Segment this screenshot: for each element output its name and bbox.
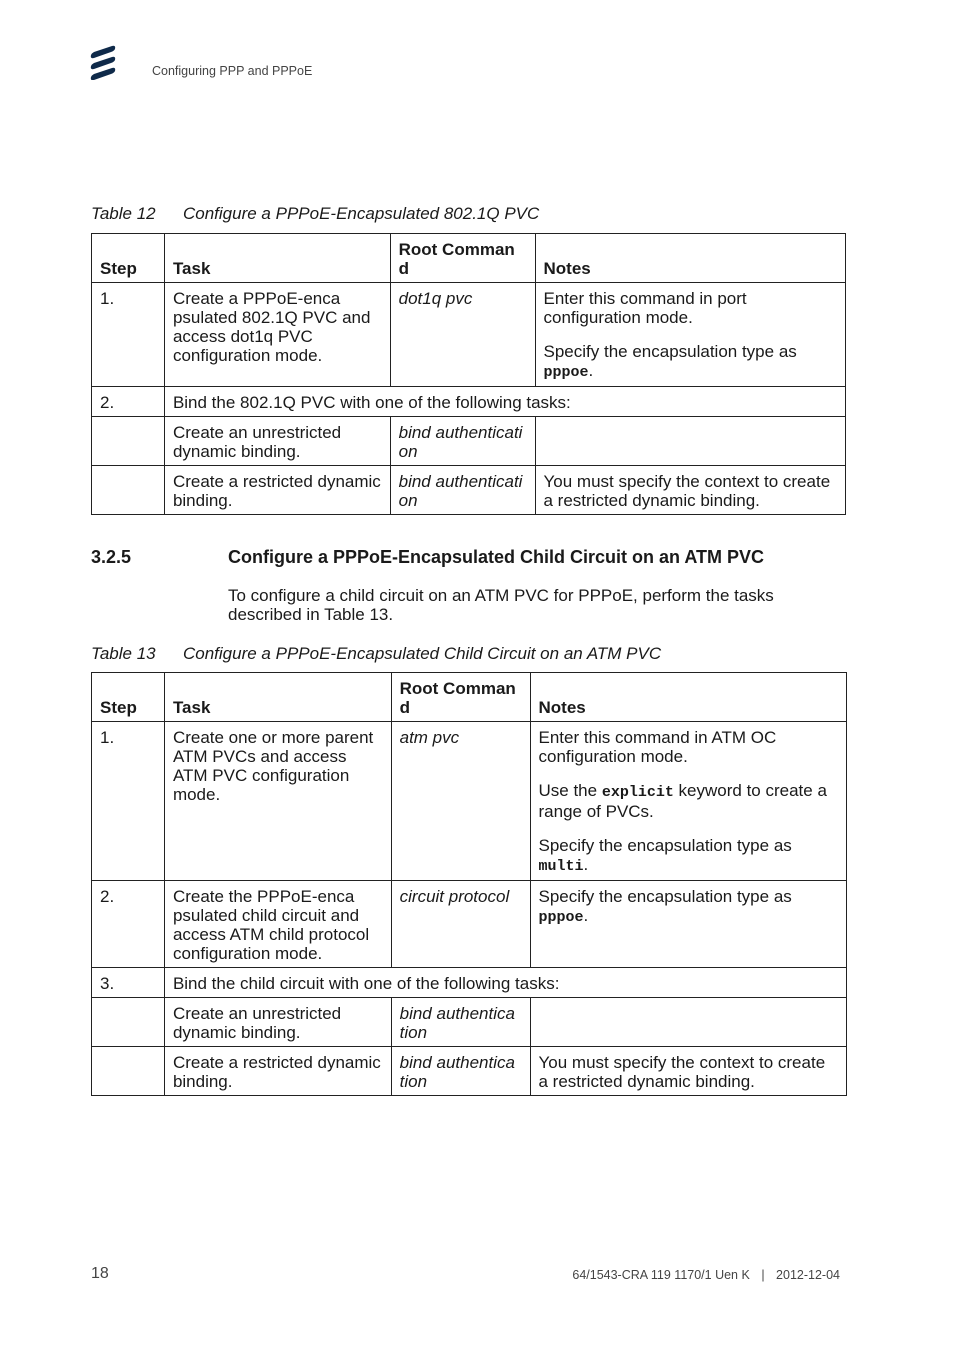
table-13 [91,672,847,1096]
table-12 [91,233,846,515]
cell-span-task: Bind the 802.1Q PVC with one of the following tasks: [164,387,845,417]
header-notes: Notes [530,673,847,722]
table-header-row [92,234,846,283]
section-intro: To configure a child circuit on an ATM PVC for PPPoE, perform the tasks described in Table 13. [228,586,774,624]
cell-command: bind authentica tion [391,1047,530,1096]
table-row [92,1047,847,1096]
page-number: 18 [91,1265,109,1282]
note-text: Specify the encapsulation type as pppoe. [543,342,797,381]
code-keyword: explicit [601,784,674,801]
cell-command: bind authenticati on [390,417,535,466]
cell-task: Create a PPPoE-enca psulated 802.1Q PVC and access dot1q PVC configuration mode. [164,283,390,387]
caption-title: Configure a PPPoE-Encapsulated Child Circuit on an ATM PVC [183,644,662,663]
cell-notes [530,881,847,968]
note-text: Enter this command in port configuration mode. [543,289,747,327]
code-keyword: multi [538,858,584,875]
table-12-caption [91,204,539,224]
table-row [92,968,847,998]
table-row [92,881,847,968]
header-task: Task [164,234,390,283]
cell-notes [535,283,846,387]
cell-command: circuit protocol [391,881,530,968]
table-row [92,283,846,387]
doc-id: 64/1543-CRA 119 1170/1 Uen K [572,1268,750,1282]
cell-step: 3. [92,968,165,998]
table-row [92,998,847,1047]
section-number: 3.2.5 [91,547,132,567]
table-row [92,417,846,466]
caption-title: Configure a PPPoE-Encapsulated 802.1Q PVC [183,204,540,223]
header-step: Step [92,673,165,722]
cell-notes [530,722,847,881]
cell-task: Create an unrestricted dynamic binding. [164,998,391,1047]
table-row [92,387,846,417]
running-header: Configuring PPP and PPPoE [152,64,313,78]
cell-notes: You must specify the context to create a restricted dynamic binding. [530,1047,847,1096]
cell-command: bind authentica tion [391,998,530,1047]
footer-separator: | [761,1268,765,1282]
note-text: Use the explicit keyword to create a range of PVCs. [538,781,827,821]
cell-span-task: Bind the child circuit with one of the following tasks: [164,968,846,998]
cell-command: atm pvc [391,722,530,881]
code-keyword: pppoe [538,909,584,926]
cell-task: Create one or more parent ATM PVCs and access ATM PVC configuration mode. [164,722,391,881]
header-step: Step [92,234,165,283]
code-keyword: pppoe [543,364,589,381]
header-root-command: Root Comman d [391,673,530,722]
cell-command: bind authenticati on [390,466,535,515]
cell-notes [530,998,847,1047]
cell-step [92,1047,165,1096]
section-title: Configure a PPPoE-Encapsulated Child Circuit on an ATM PVC [228,547,765,567]
cell-step [92,417,165,466]
doc-date: 2012-12-04 [776,1268,840,1282]
cell-step: 2. [92,881,165,968]
table-row [92,466,846,515]
cell-notes: You must specify the context to create a restricted dynamic binding. [535,466,846,515]
cell-task: Create the PPPoE-enca psulated child circuit and access ATM child protocol configuration mode. [164,881,391,968]
cell-notes [535,417,846,466]
cell-task: Create a restricted dynamic binding. [164,466,390,515]
cell-step [92,998,165,1047]
ericsson-logo-icon [88,44,118,80]
header-task: Task [164,673,391,722]
table-header-row [92,673,847,722]
cell-step: 2. [92,387,165,417]
cell-step [92,466,165,515]
caption-number: Table 12 [91,204,156,223]
table-13-caption [91,644,661,664]
note-text: Specify the encapsulation type as pppoe. [538,887,792,926]
cell-step: 1. [92,722,165,881]
note-text: Specify the encapsulation type as multi. [538,836,792,875]
cell-task: Create a restricted dynamic binding. [164,1047,391,1096]
caption-number: Table 13 [91,644,156,663]
header-notes: Notes [535,234,846,283]
cell-task: Create an unrestricted dynamic binding. [164,417,390,466]
cell-command: dot1q pvc [390,283,535,387]
table-row [92,722,847,881]
note-text: Enter this command in ATM OC configuration mode. [538,728,777,766]
header-root-command: Root Comman d [390,234,535,283]
footer-doc-info [572,1268,840,1282]
cell-step: 1. [92,283,165,387]
